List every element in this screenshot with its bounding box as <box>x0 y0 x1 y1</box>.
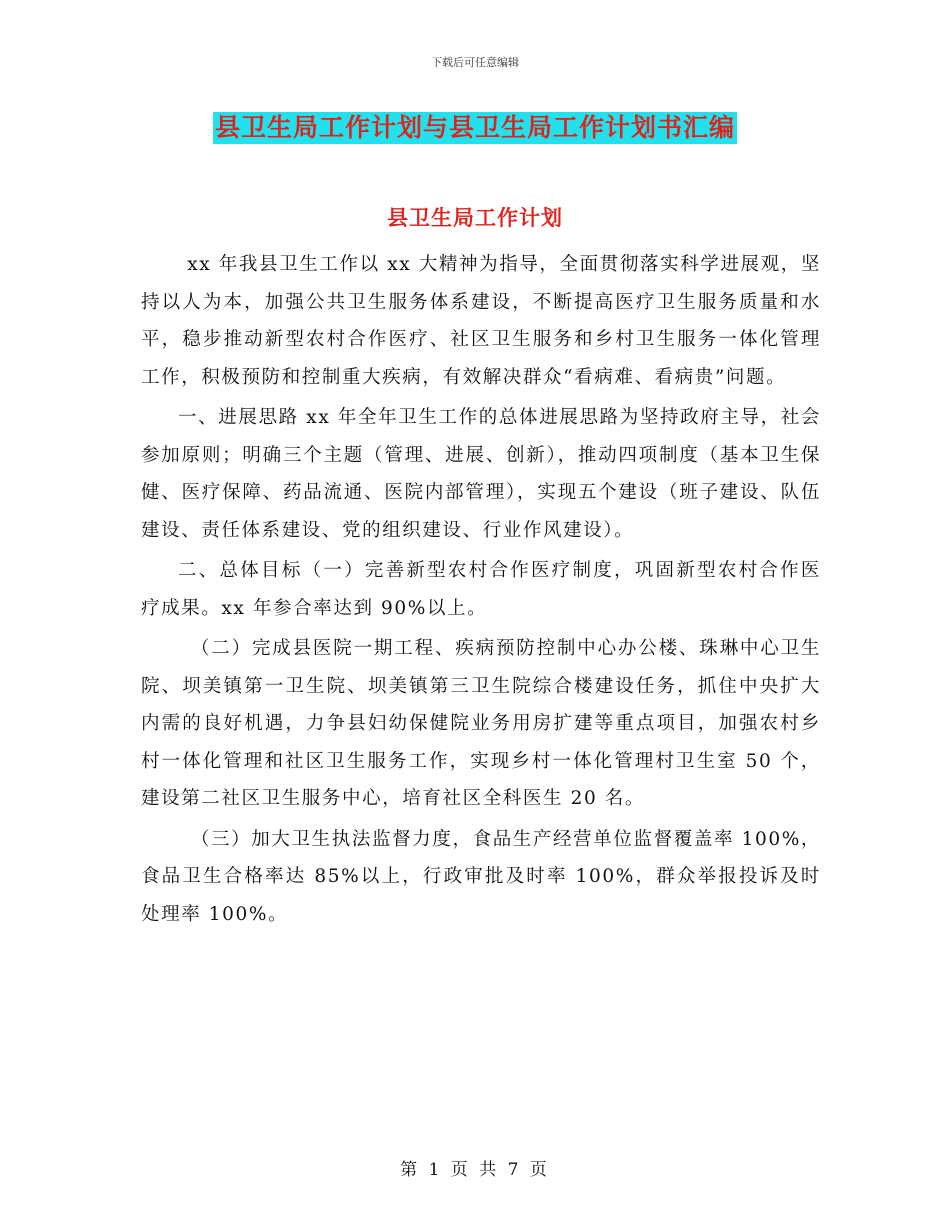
document-body <box>141 246 821 936</box>
header-note: 下载后可任意编辑 <box>431 56 519 69</box>
sub-title: 县卫生局工作计划 <box>387 205 563 230</box>
paragraph-intro: xx 年我县卫生工作以 xx 大精神为指导，全面贯彻落实科学进展观，坚持以人为本，加强公共卫生服务体系建设，不断提高医疗卫生服务质量和水平，稳步推动新型农村合作医疗、社区卫生服务和乡村卫生服务一体化管理工作，积极预防和控制重大疾病，有效解决群众“看病难、看病贵”问题。 <box>141 254 821 388</box>
paragraph-goal-two: （二）完成县医院一期工程、疾病预防控制中心办公楼、珠琳中心卫生院、坝美镇第一卫生院、坝美镇第三卫生院综合楼建设任务，抓住中央扩大内需的良好机遇，力争县妇幼保健院业务用房扩建等重点项目，加强农村乡村一体化管理和社区卫生服务工作，实现乡村一体化管理村卫生室 50 个，建设第二社区卫生服务中心，培育社区全科医生 20 名。 <box>141 638 821 809</box>
page-footer: 第 1 页 共 7 页 <box>400 1160 550 1180</box>
main-title: 县卫生局工作计划与县卫生局工作计划书汇编 <box>214 113 735 142</box>
paragraph-development-ideas: 一、进展思路 xx 年全年卫生工作的总体进展思路为坚持政府主导，社会参加原则；明确三个主题（管理、进展、创新），推动四项制度（基本卫生保健、医疗保障、药品流通、医院内部管理），实现五个建设（班子建设、队伍建设、责任体系建设、党的组织建设、行业作风建设）。 <box>141 407 821 541</box>
main-title-wrapper <box>0 112 950 144</box>
paragraph-overall-goals: 二、总体目标（一）完善新型农村合作医疗制度，巩固新型农村合作医疗成果。xx 年参合率达到 90%以上。 <box>141 560 821 619</box>
paragraph-goal-three: （三）加大卫生执法监督力度，食品生产经营单位监督覆盖率 100%，食品卫生合格率达 85%以上，行政审批及时率 100%，群众举报投诉及时处理率 100%。 <box>141 828 821 925</box>
